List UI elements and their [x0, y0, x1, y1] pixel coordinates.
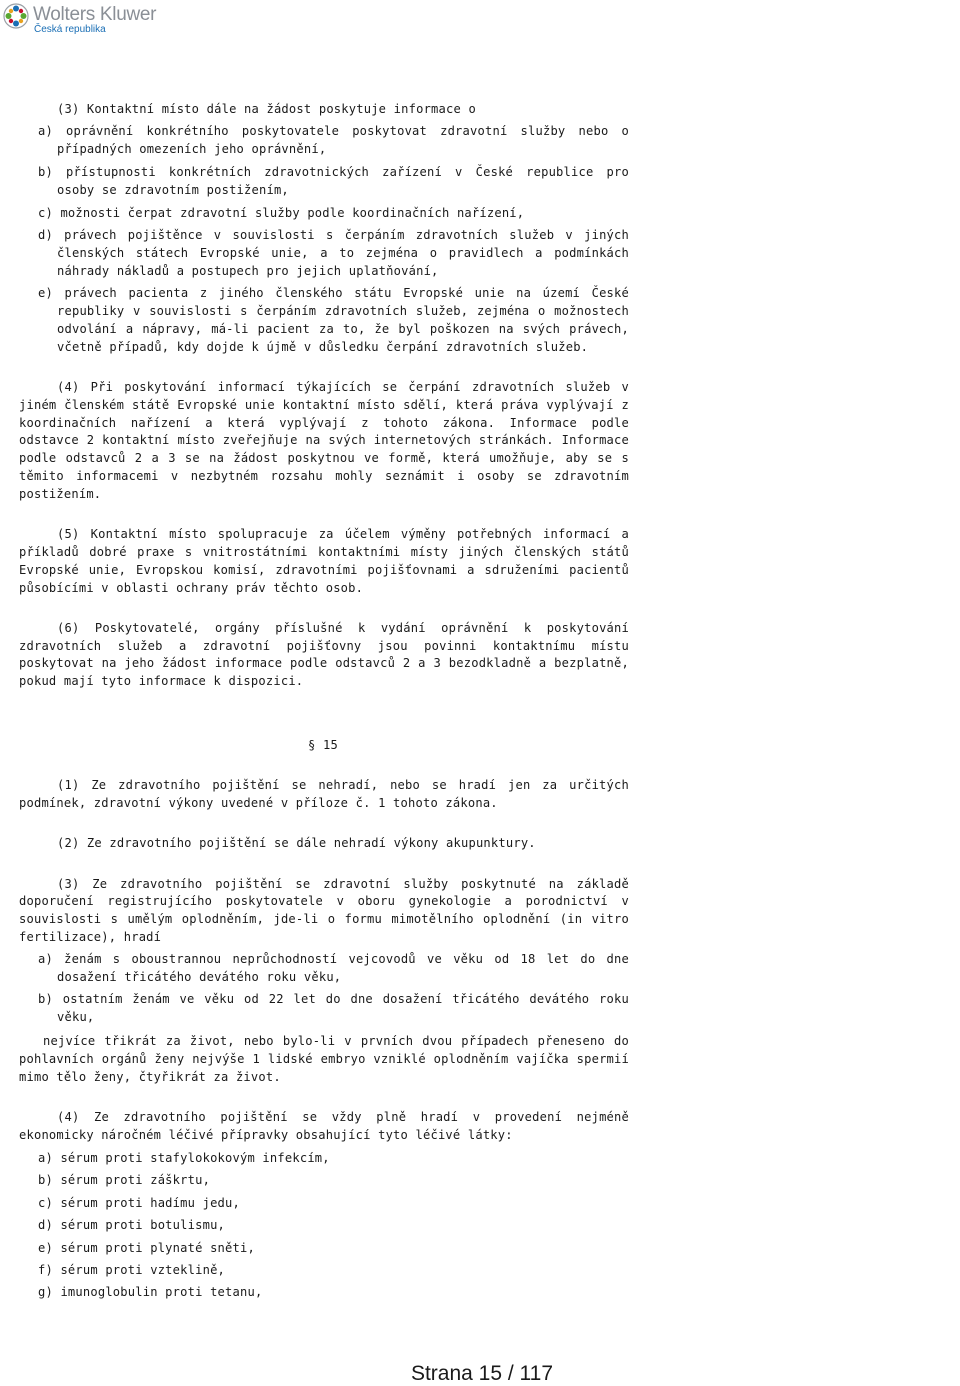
text-line: mimo tělo ženy, čtyřikrát za život.	[19, 1070, 281, 1084]
text-line: jiném členském státě Evropské unie kontaktní místo sdělí, která práva vyplývají z	[19, 398, 629, 412]
text-line: odvolání a nápravy, má-li pacient za to, že byl poškozen na svých právech,	[57, 322, 629, 336]
text-line: doporučení registrujícího poskytovatele v oboru gynekologie a porodnictví v	[19, 894, 629, 908]
text-line: osoby se zdravotním postižením,	[57, 183, 289, 197]
text-line: (3) Kontaktní místo dále na žádost poskytuje informace o	[57, 102, 476, 116]
text-line: b) ostatním ženám ve věku od 22 let do dne dosažení třicátého devátého roku	[38, 992, 629, 1006]
text-line: odstavce 2 kontaktní místo zveřejňuje na svých internetových stránkách. Informace	[19, 433, 629, 447]
page-number: Strana 15 / 117	[410, 1362, 554, 1385]
text-line: c) možnosti čerpat zdravotní služby podle koordinačních nařízení,	[38, 206, 525, 220]
brand-subtitle: Česká republika	[34, 24, 106, 35]
text-line: e) sérum proti plynaté sněti,	[38, 1241, 255, 1255]
text-line: pohlavních orgánů ženy nejvýše 1 lidské embryo vzniklé oplodněním vajíčka spermií	[19, 1052, 629, 1066]
text-line: (5) Kontaktní místo spolupracuje za účelem výměny potřebných informací a	[57, 527, 629, 541]
text-line: působícími v oblasti ochrany práv těchto osob.	[19, 581, 364, 595]
text-line: a) ženám s oboustrannou neprůchodností vejcovodů ve věku od 18 let do dne	[38, 952, 629, 966]
brand-name: Wolters Kluwer	[33, 4, 157, 25]
text-line: (4) Při poskytování informací týkajících se čerpání zdravotních služeb v	[57, 380, 629, 394]
text-line: d) právech pojištěnce v souvislosti s čerpáním zdravotních služeb v jiných	[38, 228, 629, 242]
text-line: příkladů dobré praxe s vnitrostátními kontaktními místy jiných členských států	[19, 545, 629, 559]
text-line: republiky v souvislosti s čerpáním zdravotních služeb, zejména o možnostech	[57, 304, 629, 318]
text-line: těmito informacemi v nezbytném rozsahu mohly seznámit i osoby se zdravotním	[19, 469, 629, 483]
text-line: poskytovat na jeho žádost informace podle odstavců 2 a 3 bezodkladně a bezplatně,	[19, 656, 629, 670]
text-line: koordinačních nařízení a která vyplývají z tohoto zákona. Informace podle	[19, 416, 629, 430]
text-line: c) sérum proti hadímu jedu,	[38, 1196, 240, 1210]
text-line: zdravotních služeb a zdravotní pojišťovny jsou povinni kontaktnímu místu	[19, 639, 629, 653]
text-line: (4) Ze zdravotního pojištění se vždy plně hradí v provedení nejméně	[57, 1110, 629, 1124]
text-line: b) sérum proti záškrtu,	[38, 1173, 211, 1187]
text-line: podmínek, zdravotní výkony uvedené v příloze č. 1 tohoto zákona.	[19, 796, 498, 810]
text-line: b) přístupnosti konkrétních zdravotnických zařízení v České republice pro	[38, 165, 629, 179]
text-line: (2) Ze zdravotního pojištění se dále nehradí výkony akupunktury.	[57, 836, 536, 850]
text-line: nejvíce třikrát za život, nebo bylo-li v prvních dvou případech přeneseno do	[43, 1034, 629, 1048]
text-line: g) imunoglobulin proti tetanu,	[38, 1285, 263, 1299]
text-line: ekonomicky náročném léčivé přípravky obsahující tyto léčivé látky:	[19, 1128, 513, 1142]
text-line: případných omezeních jeho oprávnění,	[57, 142, 327, 156]
text-line: podle odstavců 2 a 3 se na žádost poskytnou ve formě, která umožňuje, aby se s	[19, 451, 629, 465]
text-line: věku,	[57, 1010, 95, 1024]
text-line: členských státech Evropské unie, a to zejména o pravidlech a podmínkách	[57, 246, 629, 260]
text-line: f) sérum proti vzteklině,	[38, 1263, 226, 1277]
text-line: souvislosti s umělým oplodněním, jde-li o formu mimotělního oplodnění (in vitro	[19, 912, 629, 926]
text-line: postižením.	[19, 487, 102, 501]
text-line: a) sérum proti stafylokokovým infekcím,	[38, 1151, 330, 1165]
wolters-kluwer-logo-icon	[3, 3, 29, 29]
text-line: fertilizace), hradí	[19, 930, 162, 944]
text-line: (3) Ze zdravotního pojištění se zdravotní služby poskytnuté na základě	[57, 877, 629, 891]
text-line: pokud mají tyto informace k dispozici.	[19, 674, 304, 688]
section-heading: § 15	[308, 738, 338, 752]
text-line: Evropské unie, Evropskou komisí, zdravotními pojišťovnami a sdruženími pacientů	[19, 563, 629, 577]
text-line: d) sérum proti botulismu,	[38, 1218, 226, 1232]
text-line: (1) Ze zdravotního pojištění se nehradí, nebo se hradí jen za určitých	[57, 778, 629, 792]
text-line: (6) Poskytovatelé, orgány příslušné k vydání oprávnění k poskytování	[57, 621, 629, 635]
text-line: a) oprávnění konkrétního poskytovatele poskytovat zdravotní služby nebo o	[38, 124, 629, 138]
text-line: dosažení třicátého devátého roku věku,	[57, 970, 342, 984]
text-line: náhrady nákladů a postupech pro jejich uplatňování,	[57, 264, 439, 278]
text-line: e) právech pacienta z jiného členského státu Evropské unie na území České	[38, 286, 629, 300]
text-line: včetně případů, kdy dojde k újmě v důsledku čerpání zdravotních služeb.	[57, 340, 589, 354]
